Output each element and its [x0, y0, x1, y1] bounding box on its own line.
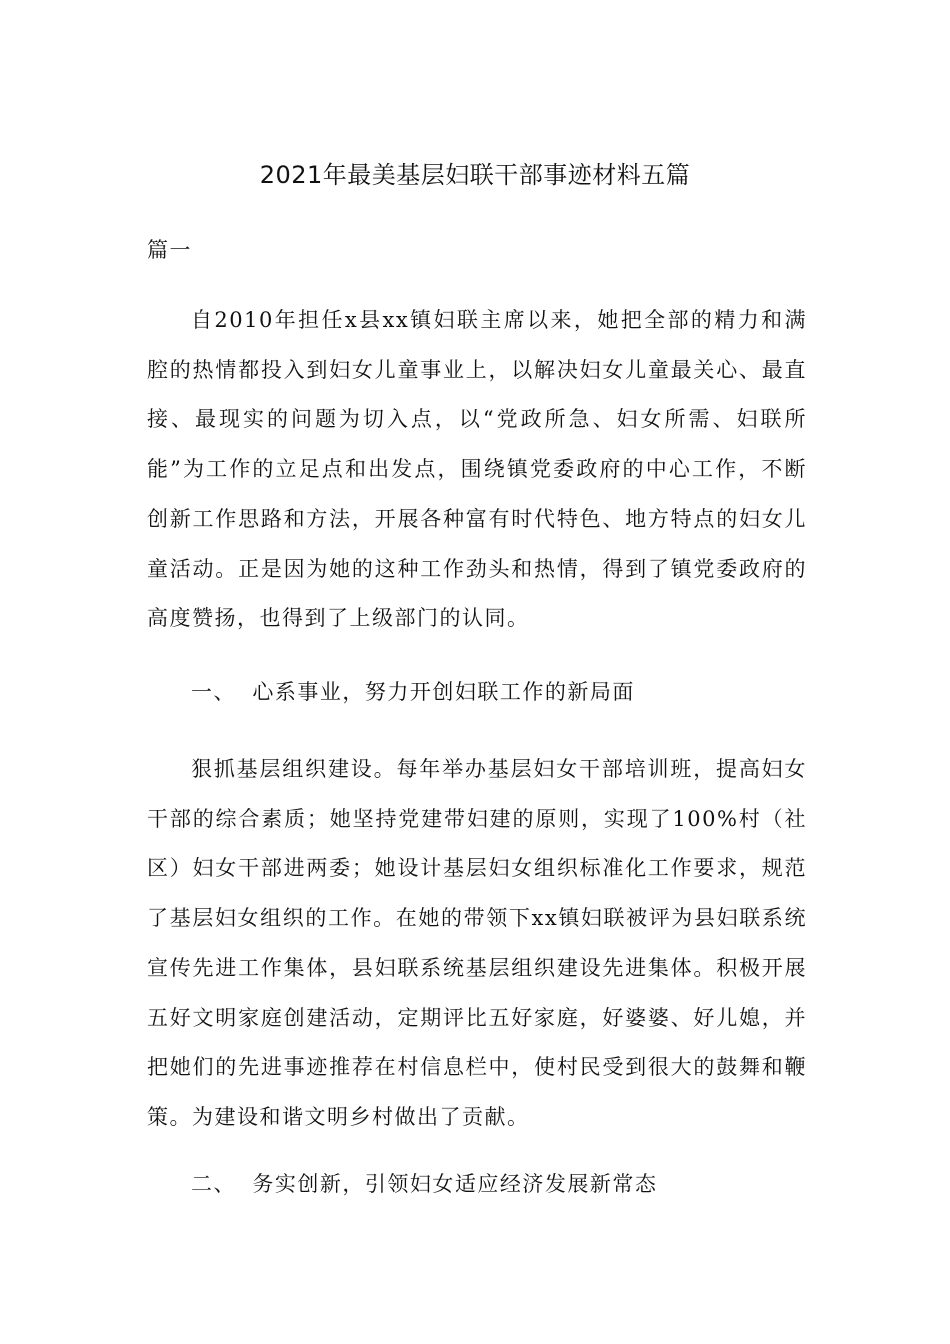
section-heading-1: 一、 心系事业，努力开创妇联工作的新局面: [191, 680, 635, 704]
paragraph-intro: 自2010年担任x县xx镇妇联主席以来，她把全部的精力和满腔的热情都投入到妇女儿童事业上，以解决妇女儿童最关心、最直接、最现实的问题为切入点，以“党政所急、妇女所需、妇联所能”为工作的立足点和出发点，围绕镇党委政府的中心工作，不断创新工作思路和方法，开展各种富有时代特色、地方特点的妇女儿童活动。正是因为她的这种工作劲头和热情，得到了镇党委政府的高度赞扬，也得到了上级部门的认同。: [147, 308, 807, 631]
section-label: 篇一: [147, 238, 192, 262]
paragraph-organization: 狠抓基层组织建设。每年举办基层妇女干部培训班，提高妇女干部的综合素质；她坚持党建带妇建的原则，实现了100%村（社区）妇女干部进两委；她设计基层妇女组织标准化工作要求，规范了基层妇女组织的工作。在她的带领下xx镇妇联被评为县妇联系统宣传先进工作集体，县妇联系统基层组织建设先进集体。积极开展五好文明家庭创建活动，定期评比五好家庭，好婆婆、好儿媳，并把她们的先进事迹推荐在村信息栏中，使村民受到很大的鼓舞和鞭策。为建设和谐文明乡村做出了贡献。: [147, 757, 807, 1129]
document-title: 2021年最美基层妇联干部事迹材料五篇: [259, 161, 691, 189]
section-heading-2: 二、 务实创新，引领妇女适应经济发展新常态: [191, 1172, 658, 1196]
